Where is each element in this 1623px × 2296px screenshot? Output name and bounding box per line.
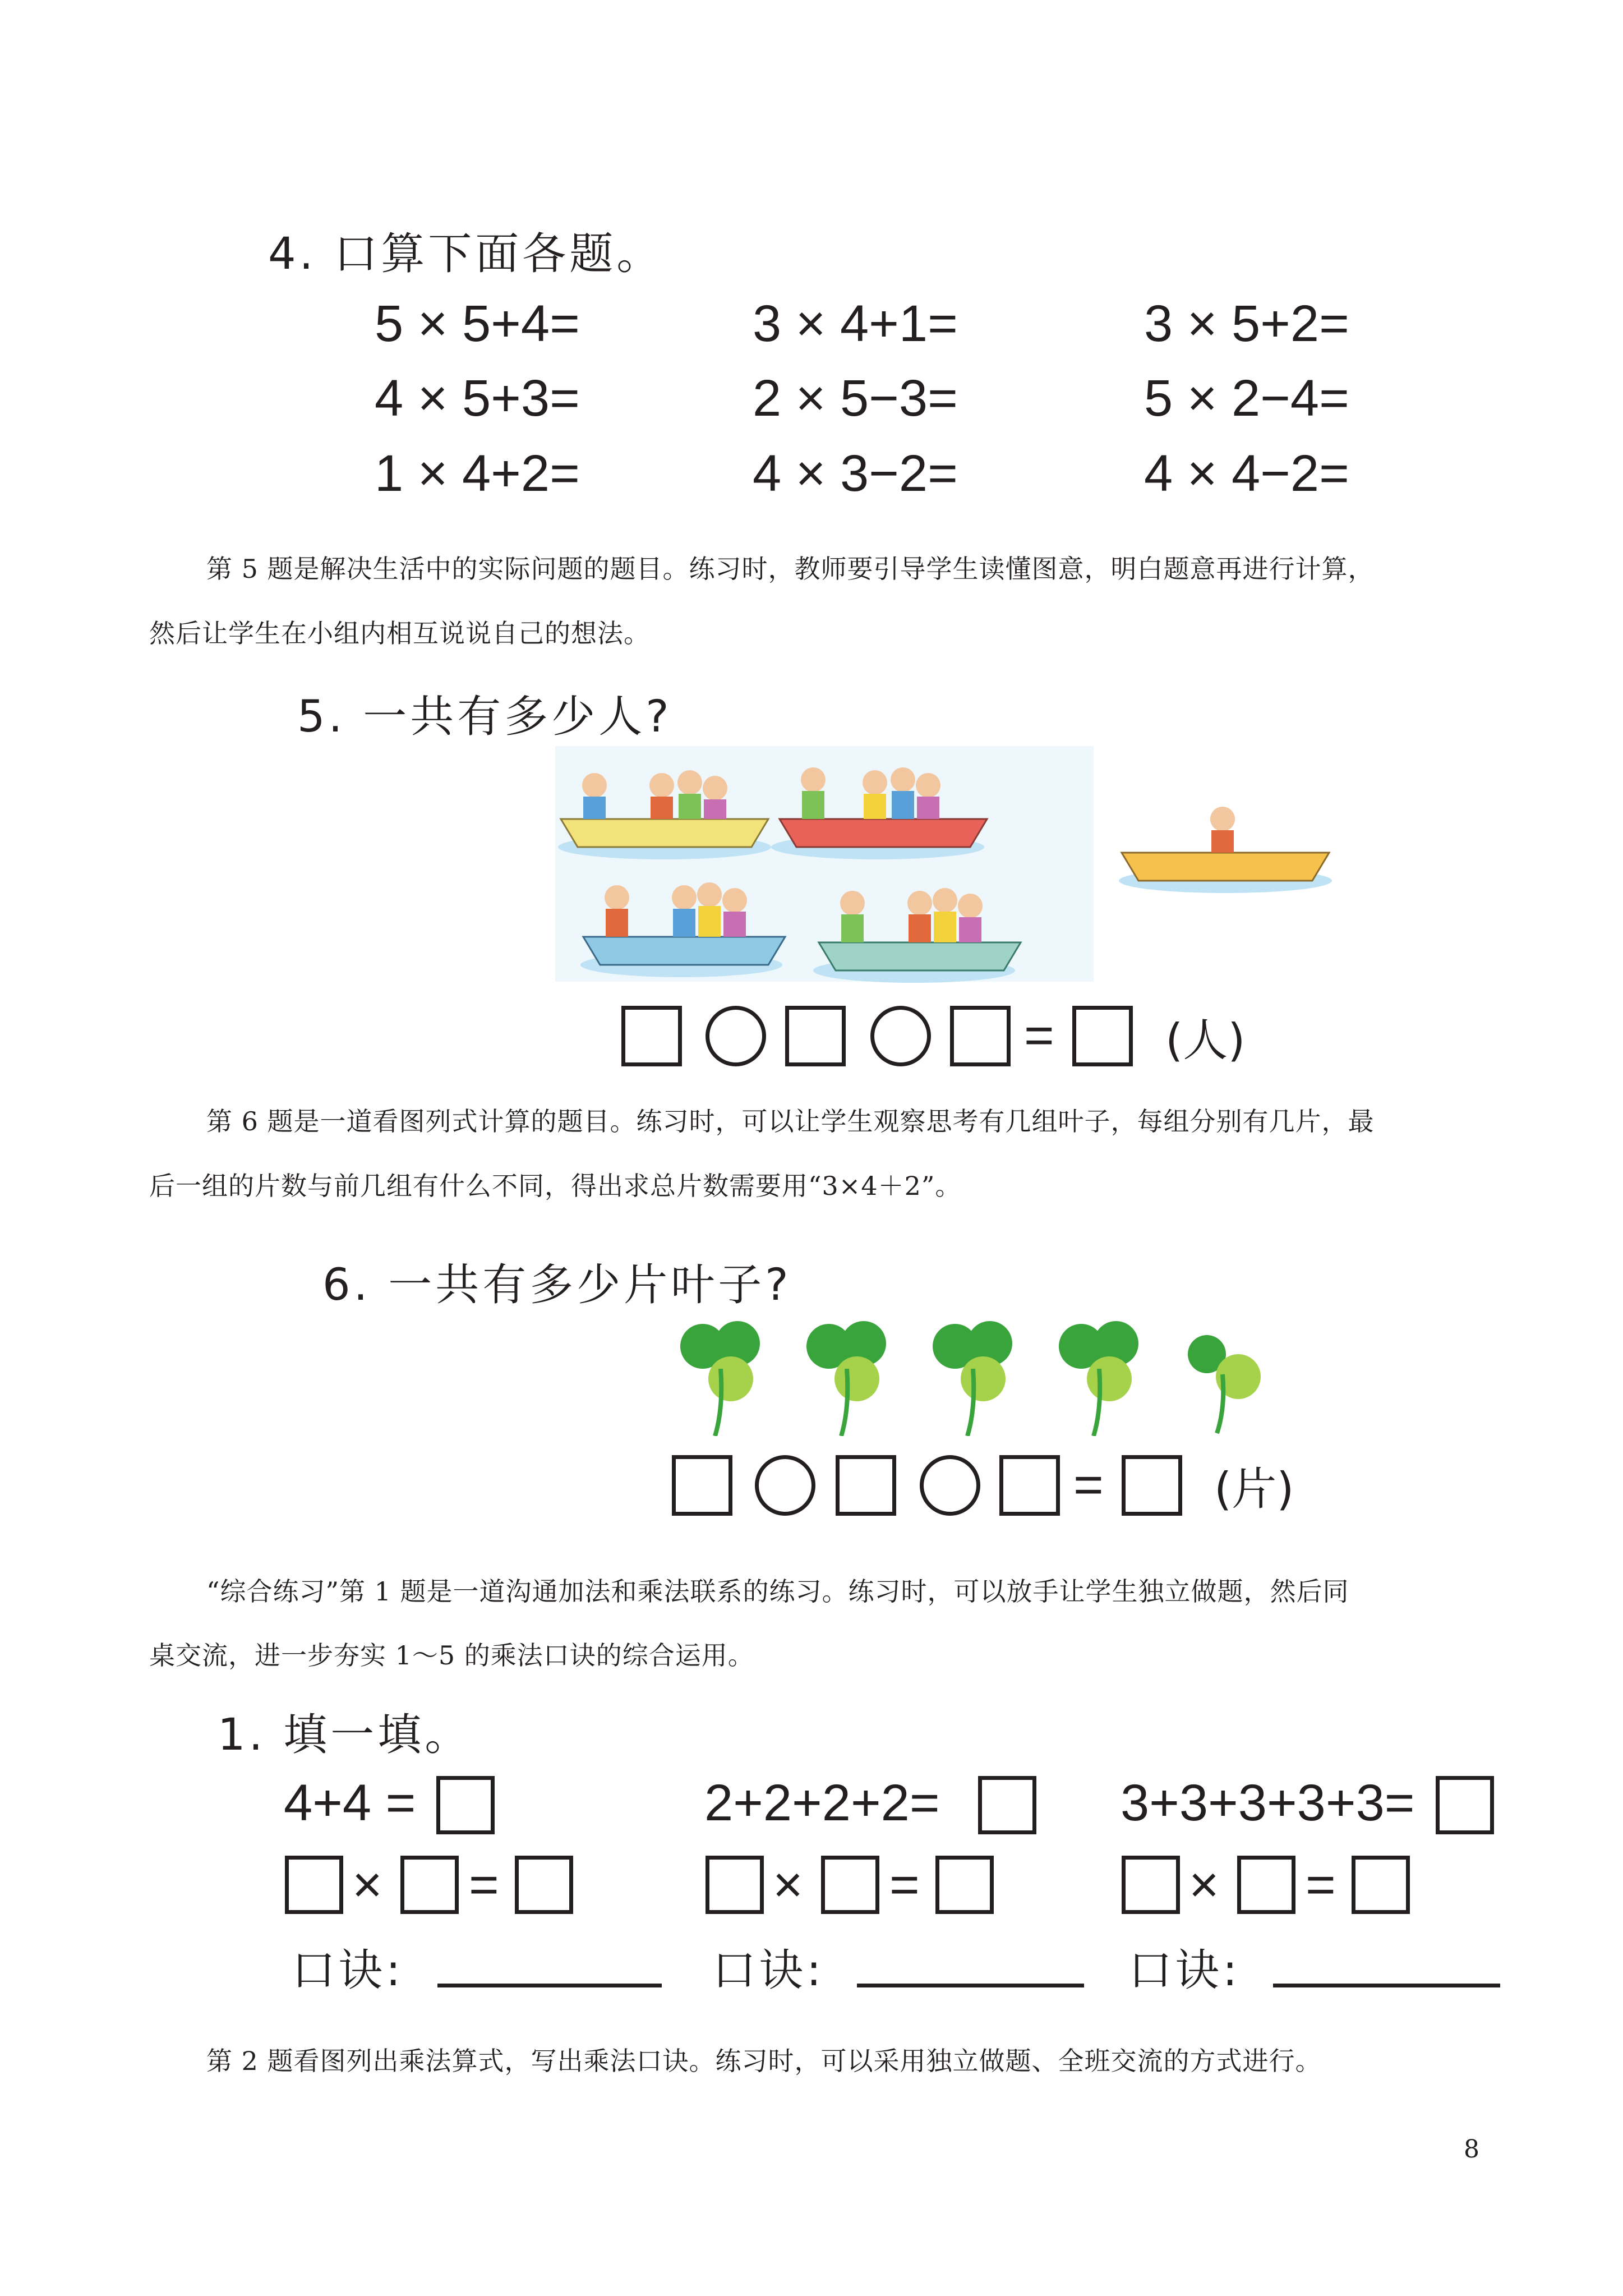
q1-title: 1. 填一填。 (218, 1710, 472, 1760)
q1-sum-2: 2+2+2+2= (704, 1774, 940, 1832)
boats-illustration (555, 740, 1340, 993)
para6-line2: 后一组的片数与前几组有什么不同，得出求总片数需要用“3×4＋2”。 (149, 1171, 962, 1201)
q4-title: 4. 口算下面各题。 (268, 229, 664, 279)
q1-mult-box-1a[interactable] (285, 1856, 343, 1914)
q1-koujue-line-3[interactable] (1273, 1984, 1500, 1987)
boat-orange (1119, 807, 1332, 893)
q4-eq-3-2: 4 × 3−2= (753, 445, 958, 502)
q1-sum-answer-box-2[interactable] (978, 1776, 1036, 1834)
q5-result-box[interactable] (1072, 1006, 1133, 1066)
q4-eq-1-1: 5 × 5+4= (375, 295, 580, 352)
q4-eq-1-2: 3 × 4+1= (753, 295, 958, 352)
q1-mult-result-box-3[interactable] (1352, 1856, 1410, 1914)
para6-line1: 第 6 题是一道看图列式计算的题目。练习时，可以让学生观察思考有几组叶子，每组分别有几片，最 (206, 1106, 1375, 1137)
q1-mult-box-2b[interactable] (821, 1856, 879, 1914)
q6-title: 6. 一共有多少片叶子? (322, 1260, 792, 1310)
q1-times-sign-1: × (352, 1856, 382, 1913)
clover-group-1 (680, 1321, 760, 1436)
q5-answer-box-1[interactable] (621, 1006, 682, 1066)
q1-equals-sign-3: = (1306, 1856, 1336, 1913)
q4-eq-1-3: 3 × 5+2= (1144, 295, 1349, 352)
q5-answer-box-2[interactable] (785, 1006, 846, 1066)
clover-group-2 (806, 1321, 886, 1436)
para5-line2: 然后让学生在小组内相互说说自己的想法。 (149, 618, 650, 648)
q6-answer-box-1[interactable] (672, 1455, 732, 1516)
q1-mult-box-1b[interactable] (400, 1856, 459, 1914)
q5-answer-box-3[interactable] (950, 1006, 1011, 1066)
q1-sum-1: 4+4 = (284, 1774, 416, 1832)
para5-line1: 第 5 题是解决生活中的实际问题的题目。练习时，教师要引导学生读懂图意，明白题意再进行计算， (206, 554, 1375, 584)
q1-times-sign-2: × (773, 1856, 803, 1913)
q6-equals-sign: = (1073, 1456, 1104, 1513)
q1-sum-answer-box-1[interactable] (436, 1776, 495, 1834)
q1-mult-result-box-2[interactable] (935, 1856, 994, 1914)
q1-sum-answer-box-3[interactable] (1436, 1776, 1494, 1834)
q6-answer-box-3[interactable] (999, 1455, 1060, 1516)
q5-operator-circle-2[interactable] (870, 1006, 931, 1066)
q1-koujue-line-2[interactable] (857, 1984, 1084, 1987)
q1-koujue-label-1: 口诀: (292, 1945, 404, 1996)
q1-koujue-line-1[interactable] (437, 1984, 662, 1987)
q6-result-box[interactable] (1122, 1455, 1182, 1516)
q4-eq-2-3: 5 × 2−4= (1144, 370, 1349, 427)
q1-sum-3: 3+3+3+3+3= (1121, 1774, 1415, 1832)
clover-group-4 (1059, 1321, 1138, 1436)
q6-unit: (片) (1214, 1463, 1294, 1515)
q5-title: 5. 一共有多少人? (297, 692, 672, 742)
q5-operator-circle-1[interactable] (706, 1006, 766, 1066)
q4-eq-2-1: 4 × 5+3= (375, 370, 580, 427)
q1-times-sign-3: × (1189, 1856, 1219, 1913)
para2-line1: 第 2 题看图列出乘法算式，写出乘法口诀。练习时，可以采用独立做题、全班交流的方式进行。 (206, 2046, 1322, 2076)
page-number: 8 (1464, 2135, 1479, 2164)
clover-group-5 (1188, 1335, 1261, 1433)
para-zh-line2: 桌交流，进一步夯实 1～5 的乘法口诀的综合运用。 (149, 1640, 754, 1671)
q5-equals-sign: = (1024, 1007, 1054, 1064)
q5-unit: (人) (1165, 1014, 1246, 1066)
q1-equals-sign-2: = (889, 1856, 920, 1913)
q4-eq-3-3: 4 × 4−2= (1144, 445, 1349, 502)
clover-leaves-illustration (667, 1301, 1295, 1436)
q1-equals-sign-1: = (469, 1856, 499, 1913)
para-zh-line1: “综合练习”第 1 题是一道沟通加法和乘法联系的练习。练习时，可以放手让学生独立做题，然后同 (206, 1576, 1349, 1607)
q1-mult-box-3b[interactable] (1237, 1856, 1295, 1914)
q1-mult-result-box-1[interactable] (515, 1856, 573, 1914)
q4-eq-3-1: 1 × 4+2= (375, 445, 580, 502)
q1-koujue-label-2: 口诀: (712, 1945, 825, 1996)
q1-mult-box-3a[interactable] (1122, 1856, 1180, 1914)
q6-operator-circle-1[interactable] (755, 1455, 815, 1516)
q6-operator-circle-2[interactable] (920, 1455, 980, 1516)
clover-group-3 (933, 1321, 1012, 1436)
q1-mult-box-2a[interactable] (706, 1856, 764, 1914)
q4-eq-2-2: 2 × 5−3= (753, 370, 958, 427)
q6-answer-box-2[interactable] (836, 1455, 896, 1516)
q1-koujue-label-3: 口诀: (1128, 1945, 1241, 1996)
